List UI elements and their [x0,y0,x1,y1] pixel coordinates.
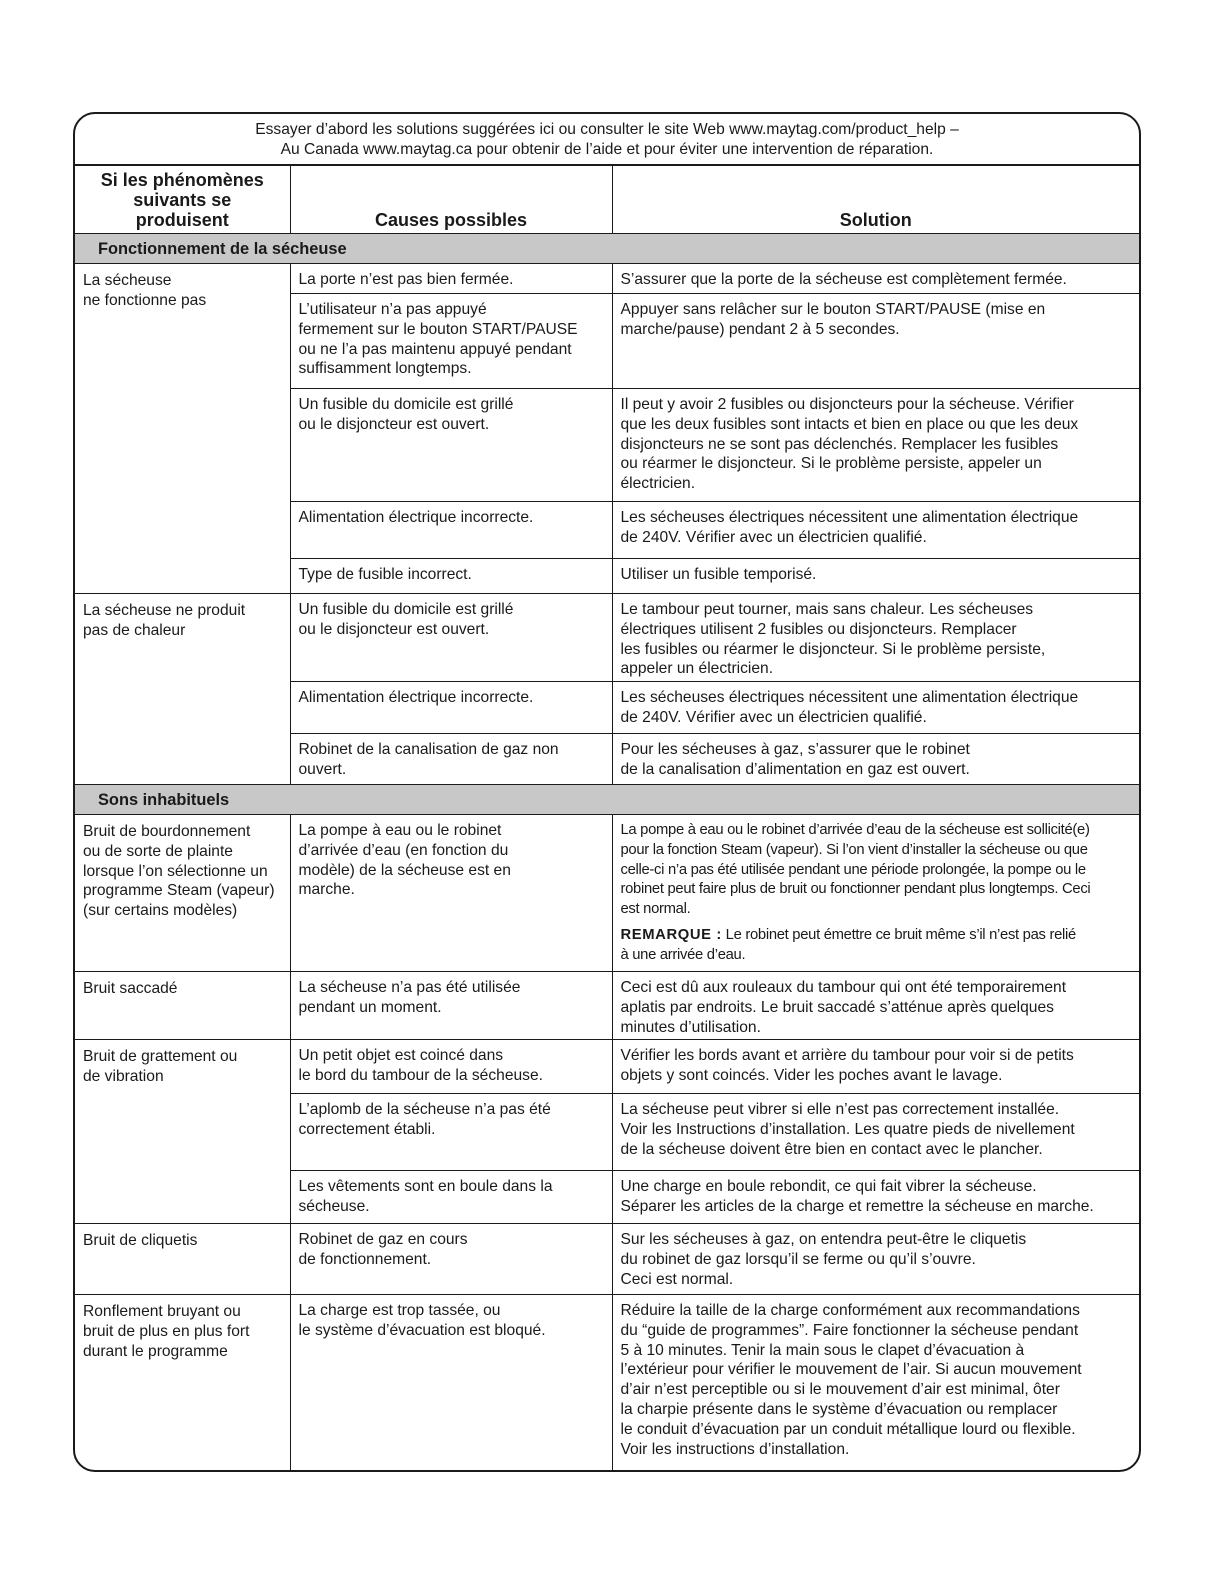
cause-line: Un petit objet est coincé dans [298,1047,504,1064]
solution-line: Pour les sécheuses à gaz, s’assurer que le robinet [620,741,970,758]
cause-line: Robinet de gaz en cours [298,1231,468,1248]
cause-cell [290,1295,612,1470]
solution-line: objets y sont coincés. Vider les poches avant le lavage. [620,1066,1003,1084]
solution-line: Ceci est dû aux rouleaux du tambour qui ont été temporairement [620,979,1067,996]
solution-line: du “guide de programmes”. Faire fonctionner la sécheuse pendant [620,1321,1079,1339]
condition-cell [75,1224,290,1295]
table-row [75,1040,1139,1094]
cause-cell [290,594,612,682]
solution-line: est normal. [620,901,691,918]
solution-cell [612,1040,1139,1094]
cause-line: Robinet de la canalisation de gaz non [298,741,559,758]
condition-cell [75,264,290,594]
condition-line: Ronflement bruyant ou [83,1303,241,1320]
cause-line: La porte n’est pas bien fermée. [298,271,514,288]
solution-line: Ceci est normal. [620,1270,734,1288]
solution-line: appeler un électricien. [620,660,774,678]
header-condition [75,166,290,234]
cause-line: Les vêtements sont en boule dans la [298,1178,553,1195]
cause-cell [290,1224,612,1295]
cause-cell [290,294,612,389]
solution-cell [612,1171,1139,1224]
solution-cell [612,1224,1139,1295]
solution-cell [612,594,1139,682]
troubleshooting-sheet [73,112,1141,1472]
solution-line: robinet peut faire plus de bruit ou fonctionner pendant plus longtemps. Ceci [620,881,1091,898]
cause-line: modèle) de la sécheuse est en [298,861,511,879]
solution-cell [612,389,1139,502]
note-line: Le robinet peut émettre ce bruit même s’il n’est pas relié [725,926,1076,943]
header-condition-line: Si les phénomènes [100,170,264,190]
solution-cell [612,815,1139,972]
cause-line: Alimentation électrique incorrecte. [298,509,534,526]
cause-line: La sécheuse n’a pas été utilisée [298,979,521,996]
table-row [75,815,1139,972]
cause-line: La pompe à eau ou le robinet [298,822,502,839]
solution-line: S’assurer que la porte de la sécheuse est complètement fermée. [620,271,1067,288]
cause-line: pendant un moment. [298,998,442,1016]
table-row [75,1295,1139,1470]
condition-line: programme Steam (vapeur) [83,882,275,900]
solution-cell [612,1295,1139,1470]
cause-cell [290,502,612,559]
cause-line: L’utilisateur n’a pas appuyé [298,301,487,318]
header-condition-line: suivants se [133,190,232,210]
solution-line: Séparer les articles de la charge et remettre la sécheuse en marche. [620,1197,1094,1215]
solution-line: d’air n’est perceptible ou si le mouvement d’air est minimal, ôter [620,1381,1060,1399]
solution-line: Vérifier les bords avant et arrière du tambour pour voir si de petits [620,1047,1074,1064]
solution-line: Il peut y avoir 2 fusibles ou disjoncteurs pour la sécheuse. Vérifier [620,396,1074,413]
cause-cell [290,1171,612,1224]
condition-line: ne fonctionne pas [83,291,207,309]
note-label: REMARQUE : [620,926,722,943]
solution-line: de la sécheuse doivent être bien en contact avec le plancher. [620,1140,1043,1158]
cause-line: Type de fusible incorrect. [298,566,472,583]
condition-line: lorsque l’on sélectionne un [83,862,268,880]
condition-line: durant le programme [83,1342,228,1360]
solution-cell [612,502,1139,559]
solution-cell [612,294,1139,389]
solution-line: de 240V. Vérifier avec un électricien qualifié. [620,528,927,546]
solution-cell [612,1094,1139,1171]
cause-line: ouvert. [298,760,347,778]
section-header-row [75,234,1139,264]
cause-cell [290,559,612,594]
cause-line: correctement établi. [298,1120,436,1138]
solution-line: aplatis par endroits. Le bruit saccadé s’atténue après quelques [620,998,1054,1016]
cause-cell [290,1040,612,1094]
cause-line: le bord du tambour de la sécheuse. [298,1066,543,1084]
section-header-row [75,785,1139,815]
header-solution: Solution [612,166,1139,234]
solution-line: La pompe à eau ou le robinet d’arrivée d’eau de la sécheuse est sollicité(e) [620,822,1090,838]
solution-line: ou réarmer le disjoncteur. Si le problème persiste, appeler un [620,455,1042,473]
cause-cell [290,734,612,785]
solution-line: La sécheuse peut vibrer si elle n’est pas correctement installée. [620,1101,1060,1118]
solution-cell [612,734,1139,785]
header-cause: Causes possibles [290,166,612,234]
solution-line: celle-ci n’a pas été utilisée pendant une période prolongée, la pompe ou le [620,861,1086,878]
condition-line: Bruit de cliquetis [83,1232,198,1249]
table-row [75,972,1139,1040]
condition-line: Bruit saccadé [83,980,178,997]
condition-line: Bruit de bourdonnement [83,823,251,840]
table-row [75,264,1139,294]
section-title: Sons inhabituels [75,785,1139,815]
cause-line: d’arrivée d’eau (en fonction du [298,841,509,859]
troubleshooting-table [75,166,1139,1470]
condition-cell [75,1295,290,1470]
solution-line: 5 à 10 minutes. Tenir la main sous le clapet d’évacuation à [620,1341,1025,1359]
condition-line: La sécheuse ne produit [83,602,246,619]
solution-line: Une charge en boule rebondit, ce qui fait vibrer la sécheuse. [620,1178,1037,1195]
cause-line: de fonctionnement. [298,1250,432,1268]
condition-cell [75,815,290,972]
solution-cell [612,559,1139,594]
solution-cell [612,682,1139,734]
solution-line: pour la fonction Steam (vapeur). Si l’on vient d’installer la sécheuse ou que [620,841,1088,858]
cause-line: Un fusible du domicile est grillé [298,601,514,618]
cause-line: La charge est trop tassée, ou [298,1302,501,1319]
solution-line: le conduit d’évacuation par un conduit métallique lourd ou flexible. [620,1420,1076,1438]
cause-line: Alimentation électrique incorrecte. [298,689,534,706]
solution-cell [612,972,1139,1040]
cause-line: ou le disjoncteur est ouvert. [298,415,490,433]
table-row [75,594,1139,682]
table-header-row [75,166,1139,234]
condition-line: pas de chaleur [83,621,186,639]
solution-line: Les sécheuses électriques nécessitent une alimentation électrique [620,509,1079,526]
solution-line: disjoncteurs ne se sont pas déclenchés. Remplacer les fusibles [620,435,1059,453]
condition-line: ou de sorte de plainte [83,842,233,860]
cause-line: suffisamment longtemps. [298,360,472,378]
condition-line: (sur certains modèles) [83,902,238,920]
condition-cell [75,972,290,1040]
cause-line: ou ne l’a pas maintenu appuyé pendant [298,340,572,358]
intro-line-1: Essayer d’abord les solutions suggérées ici ou consulter le site Web www.maytag.com/product_help – [255,121,959,138]
intro-text [75,114,1139,166]
solution-line: Voir les Instructions d’installation. Les quatre pieds de nivellement [620,1120,1075,1138]
condition-line: La sécheuse [83,272,172,289]
solution-line: minutes d’utilisation. [620,1018,761,1036]
solution-line: Réduire la taille de la charge conformément aux recommandations [620,1302,1080,1319]
condition-line: de vibration [83,1067,164,1085]
solution-line: du robinet de gaz lorsqu’il se ferme ou qu’il s’ouvre. [620,1250,976,1268]
solution-line: Utiliser un fusible temporisé. [620,566,817,583]
note-paragraph [621,926,1132,966]
solution-line: Les sécheuses électriques nécessitent une alimentation électrique [620,689,1079,706]
condition-cell [75,1040,290,1224]
cause-line: le système d’évacuation est bloqué. [298,1321,546,1339]
cause-line: fermement sur le bouton START/PAUSE [298,320,578,338]
intro-line-2: Au Canada www.maytag.ca pour obtenir de l’aide et pour éviter une intervention de réparation. [280,141,934,158]
cause-line: L’aplomb de la sécheuse n’a pas été [298,1101,551,1118]
note-line: à une arrivée d’eau. [620,946,746,963]
cause-cell [290,389,612,502]
cause-line: sécheuse. [298,1197,370,1215]
condition-cell [75,594,290,785]
solution-cell [612,264,1139,294]
solution-line: les fusibles ou réarmer le disjoncteur. Si le problème persiste, [620,640,1046,658]
table-row [75,1224,1139,1295]
cause-line: ou le disjoncteur est ouvert. [298,620,490,638]
solution-line: Appuyer sans relâcher sur le bouton START/PAUSE (mise en [620,301,1046,318]
cause-cell [290,815,612,972]
solution-line: que les deux fusibles sont intacts et bien en place ou que les deux [620,415,1079,433]
cause-line: Un fusible du domicile est grillé [298,396,514,413]
solution-line: Le tambour peut tourner, mais sans chaleur. Les sécheuses [620,601,1034,618]
solution-line: la charpie présente dans le système d’évacuation ou remplacer [620,1400,1058,1418]
cause-cell [290,682,612,734]
solution-line: Sur les sécheuses à gaz, on entendra peut-être le cliquetis [620,1231,1027,1248]
section-title: Fonctionnement de la sécheuse [75,234,1139,264]
solution-line: électricien. [620,475,696,493]
cause-cell [290,972,612,1040]
condition-line: Bruit de grattement ou [83,1048,238,1065]
header-condition-line: produisent [135,210,229,230]
solution-line: Voir les instructions d’installation. [620,1440,850,1458]
cause-line: marche. [298,881,355,899]
condition-line: bruit de plus en plus fort [83,1322,250,1340]
solution-line: électriques utilisent 2 fusibles ou disjoncteurs. Remplacer [620,620,1017,638]
cause-cell [290,1094,612,1171]
cause-cell [290,264,612,294]
solution-line: de 240V. Vérifier avec un électricien qualifié. [620,708,927,726]
solution-line: l’extérieur pour vérifier le mouvement de l’air. Si aucun mouvement [620,1361,1082,1379]
solution-line: marche/pause) pendant 2 à 5 secondes. [620,320,900,338]
solution-line: de la canalisation d’alimentation en gaz est ouvert. [620,760,970,778]
